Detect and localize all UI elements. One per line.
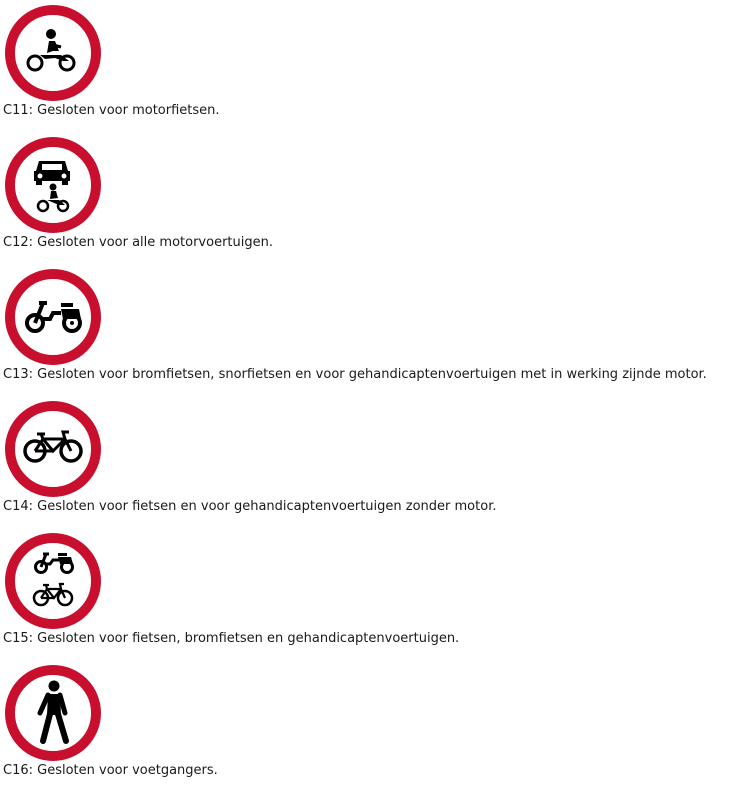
c15-caption: C15: Gesloten voor fietsen, bromfietsen en gehandicaptenvoertuigen. <box>3 631 460 646</box>
c12-sign <box>3 135 103 235</box>
c14-caption: C14: Gesloten voor fietsen en voor gehandicaptenvoertuigen zonder motor. <box>3 499 497 514</box>
c11-caption: C11: Gesloten voor motorfietsen. <box>3 103 220 118</box>
c16-caption: C16: Gesloten voor voetgangers. <box>3 763 218 778</box>
c14-sign <box>3 399 103 499</box>
moped-and-bicycle-icon <box>3 531 103 631</box>
moped-icon <box>3 267 103 367</box>
c12-caption: C12: Gesloten voor alle motorvoertuigen. <box>3 235 273 250</box>
c13-sign <box>3 267 103 367</box>
car-and-motorcycle-icon <box>3 135 103 235</box>
sign-entry-c14 <box>0 396 748 528</box>
sign-entry-c12 <box>0 132 748 264</box>
c16-sign <box>3 663 103 763</box>
c13-caption: C13: Gesloten voor bromfietsen, snorfietsen en voor gehandicaptenvoertuigen met in werking zijnde motor. <box>3 367 707 382</box>
motorcycle-icon <box>3 3 103 103</box>
sign-entry-c11 <box>0 0 748 132</box>
sign-entry-c13 <box>0 264 748 396</box>
bicycle-icon <box>3 399 103 499</box>
c15-sign <box>3 531 103 631</box>
pedestrian-icon <box>3 663 103 763</box>
sign-entry-c16 <box>0 660 748 792</box>
c11-sign <box>3 3 103 103</box>
sign-entry-c15 <box>0 528 748 660</box>
